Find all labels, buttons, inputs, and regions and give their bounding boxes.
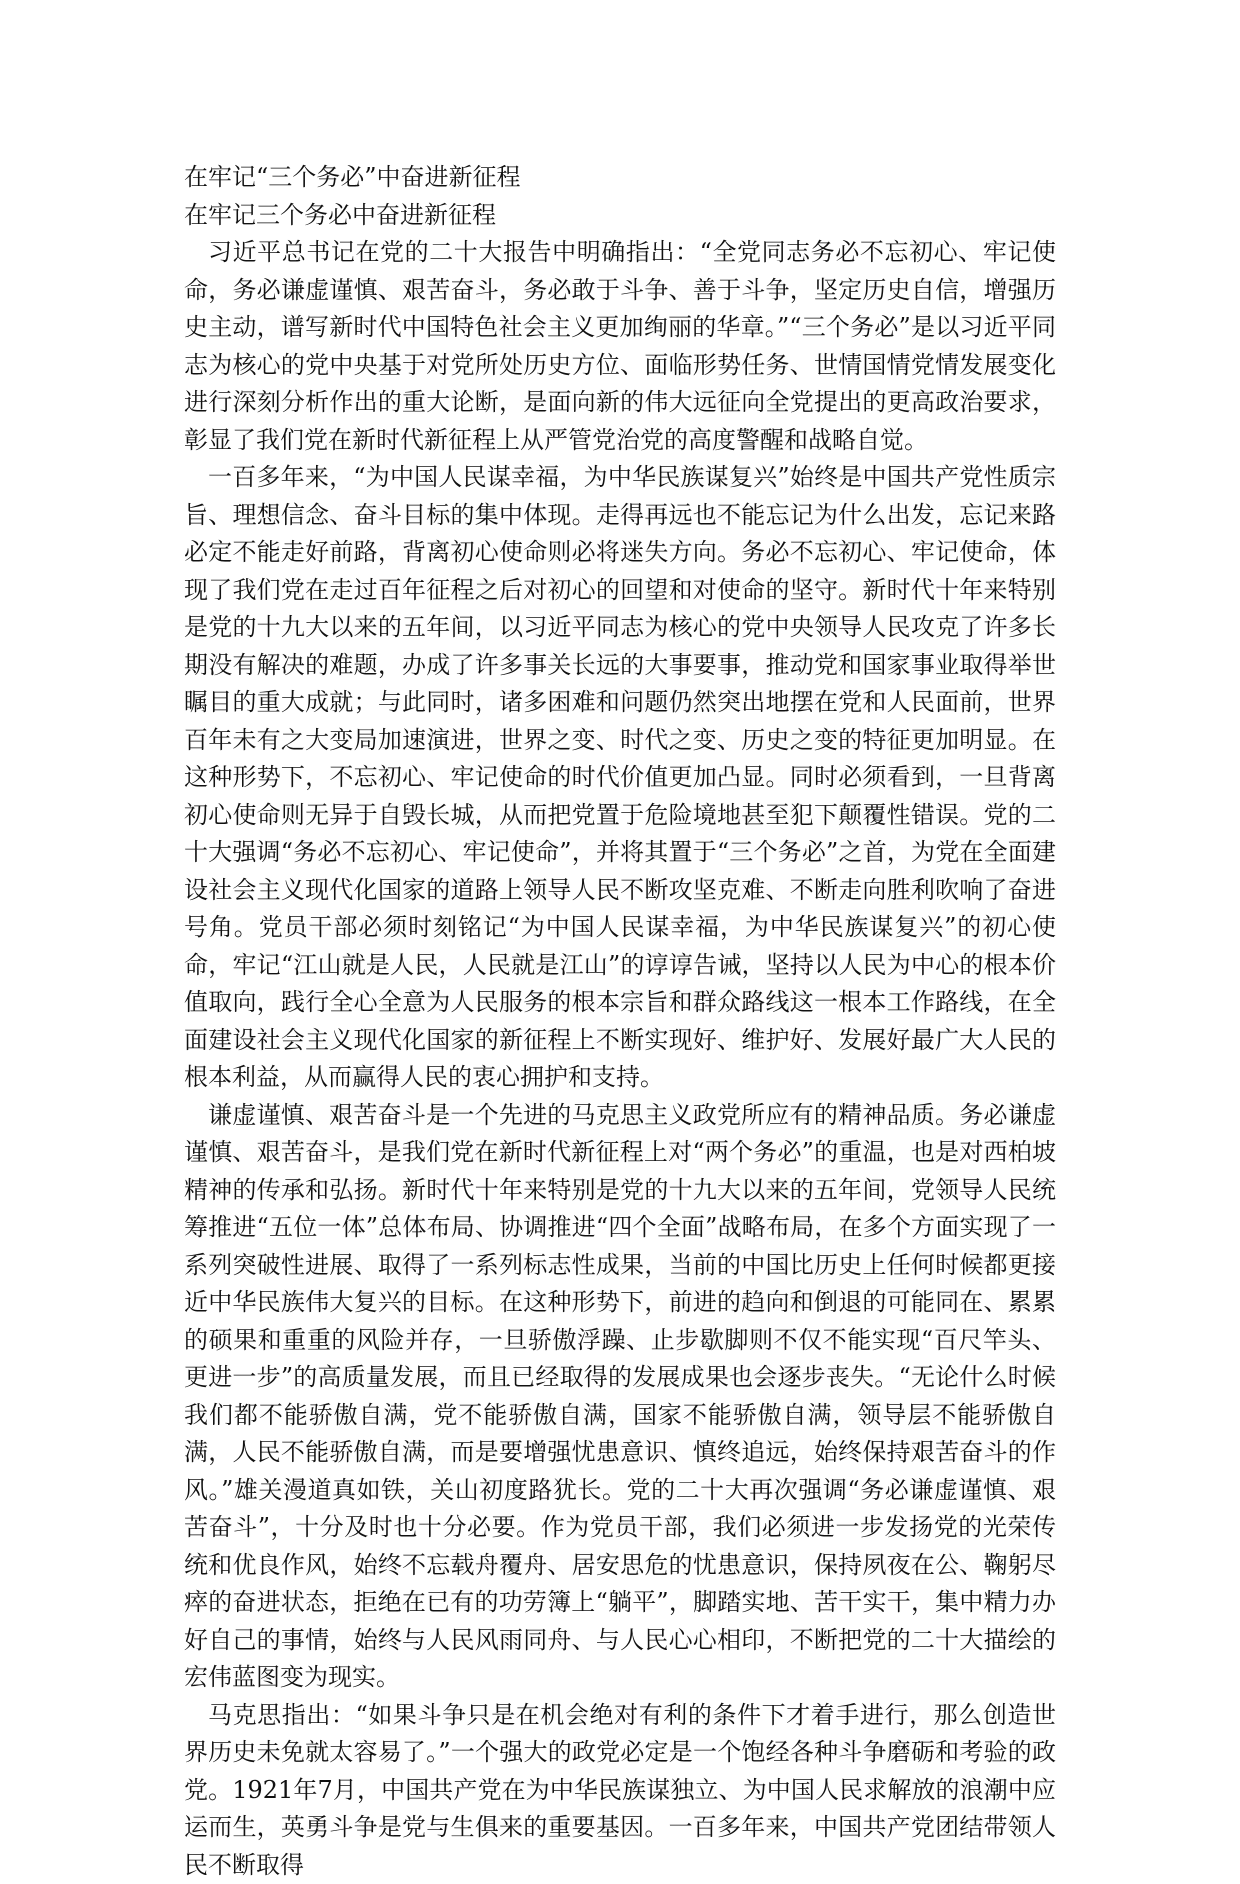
document-title: 在牢记“三个务必”中奋进新征程 [184, 159, 1056, 197]
paragraph-1: 习近平总书记在党的二十大报告中明确指出：“全党同志务必不忘初心、牢记使命，务必谦虚谨慎、艰苦奋斗，务必敢于斗争、善于斗争，坚定历史自信，增强历史主动，谱写新时代中国特色社会主义更加绚丽的华章。”“三个务必”是以习近平同志为核心的党中央基于对党所处历史方位、面临形势任务、世情国情党情发展变化进行深刻分析作出的重大论断，是面向新的伟大远征向全党提出的更高政治要求，彰显了我们党在新时代新征程上从严管党治党的高度警醒和战略自觉。 [184, 234, 1056, 459]
document-subtitle: 在牢记三个务必中奋进新征程 [184, 197, 1056, 235]
paragraph-2: 一百多年来，“为中国人民谋幸福，为中华民族谋复兴”始终是中国共产党性质宗旨、理想信念、奋斗目标的集中体现。走得再远也不能忘记为什么出发，忘记来路必定不能走好前路，背离初心使命则必将迷失方向。务必不忘初心、牢记使命，体现了我们党在走过百年征程之后对初心的回望和对使命的坚守。新时代十年来特别是党的十九大以来的五年间，以习近平同志为核心的党中央领导人民攻克了许多长期没有解决的难题，办成了许多事关长远的大事要事，推动党和国家事业取得举世瞩目的重大成就；与此同时，诸多困难和问题仍然突出地摆在党和人民面前，世界百年未有之大变局加速演进，世界之变、时代之变、历史之变的特征更加明显。在这种形势下，不忘初心、牢记使命的时代价值更加凸显。同时必须看到，一旦背离初心使命则无异于自毁长城，从而把党置于危险境地甚至犯下颠覆性错误。党的二十大强调“务必不忘初心、牢记使命”，并将其置于“三个务必”之首，为党在全面建设社会主义现代化国家的道路上领导人民不断攻坚克难、不断走向胜利吹响了奋进号角。党员干部必须时刻铭记“为中国人民谋幸福，为中华民族谋复兴”的初心使命，牢记“江山就是人民，人民就是江山”的谆谆告诫，坚持以人民为中心的根本价值取向，践行全心全意为人民服务的根本宗旨和群众路线这一根本工作路线，在全面建设社会主义现代化国家的新征程上不断实现好、维护好、发展好最广大人民的根本利益，从而赢得人民的衷心拥护和支持。 [184, 459, 1056, 1097]
paragraph-3: 谦虚谨慎、艰苦奋斗是一个先进的马克思主义政党所应有的精神品质。务必谦虚谨慎、艰苦奋斗，是我们党在新时代新征程上对“两个务必”的重温，也是对西柏坡精神的传承和弘扬。新时代十年来特别是党的十九大以来的五年间，党领导人民统筹推进“五位一体”总体布局、协调推进“四个全面”战略布局，在多个方面实现了一系列突破性进展、取得了一系列标志性成果，当前的中国比历史上任何时候都更接近中华民族伟大复兴的目标。在这种形势下，前进的趋向和倒退的可能同在、累累的硕果和重重的风险并存，一旦骄傲浮躁、止步歇脚则不仅不能实现“百尺竿头、更进一步”的高质量发展，而且已经取得的发展成果也会逐步丧失。“无论什么时候我们都不能骄傲自满，党不能骄傲自满，国家不能骄傲自满，领导层不能骄傲自满，人民不能骄傲自满，而是要增强忧患意识、慎终追远，始终保持艰苦奋斗的作风。”雄关漫道真如铁，关山初度路犹长。党的二十大再次强调“务必谦虚谨慎、艰苦奋斗”，十分及时也十分必要。作为党员干部，我们必须进一步发扬党的光荣传统和优良作风，始终不忘载舟覆舟、居安思危的忧患意识，保持夙夜在公、鞠躬尽瘁的奋进状态，拒绝在已有的功劳簿上“躺平”，脚踏实地、苦干实干，集中精力办好自己的事情，始终与人民风雨同舟、与人民心心相印，不断把党的二十大描绘的宏伟蓝图变为现实。 [184, 1097, 1056, 1697]
paragraph-4: 马克思指出：“如果斗争只是在机会绝对有利的条件下才着手进行，那么创造世界历史未免就太容易了。”一个强大的政党必定是一个饱经各种斗争磨砺和考验的政党。1921年7月，中国共产党在为中华民族谋独立、为中国人民求解放的浪潮中应运而生，英勇斗争是党与生俱来的重要基因。一百多年来，中国共产党团结带领人民不断取得 [184, 1697, 1056, 1884]
document-page [184, 159, 1056, 1884]
